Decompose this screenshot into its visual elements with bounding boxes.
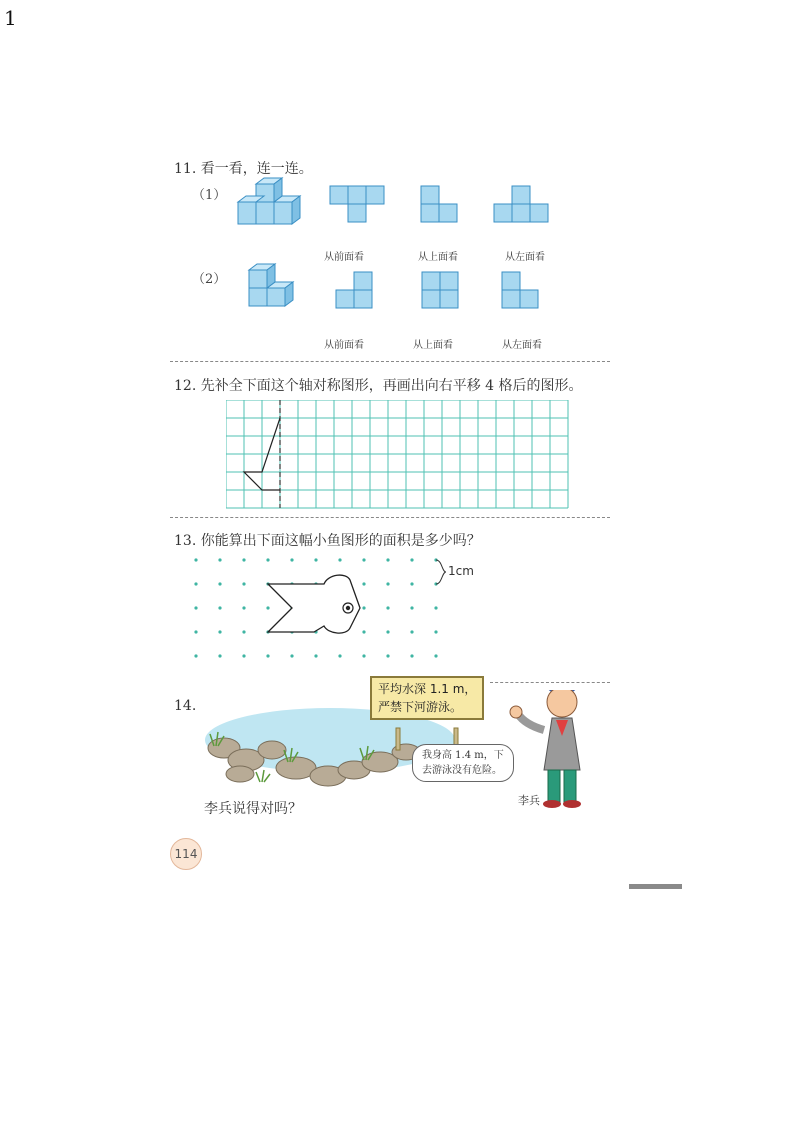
q11-view1-caption-top: 从上面看 bbox=[418, 252, 458, 263]
bubble-line-2: 去游泳没有危险。 bbox=[422, 765, 502, 776]
grid-dot bbox=[362, 558, 365, 561]
grid-dot bbox=[218, 606, 221, 609]
sign-line-1: 平均水深 1.1 m， bbox=[378, 682, 477, 696]
unit-brace-icon bbox=[436, 560, 446, 584]
grid-dot bbox=[218, 654, 221, 657]
grid-dot bbox=[218, 630, 221, 633]
q11-view1-top bbox=[421, 186, 457, 222]
grid-dot bbox=[266, 558, 269, 561]
grid-dot bbox=[434, 630, 437, 633]
grid-dot bbox=[218, 582, 221, 585]
grid-dot bbox=[194, 606, 197, 609]
grid-dot bbox=[218, 558, 221, 561]
grid-dot bbox=[386, 630, 389, 633]
grid-dot bbox=[338, 558, 341, 561]
q11-cube-stack-2 bbox=[249, 264, 293, 306]
grid-dot bbox=[314, 654, 317, 657]
grid-dot bbox=[362, 582, 365, 585]
grid-dot bbox=[362, 606, 365, 609]
q11-view2-left bbox=[502, 272, 538, 308]
q12-title: 12. 先补全下面这个轴对称图形，再画出向右平移 4 格后的图形。 bbox=[174, 378, 583, 394]
grid-dot bbox=[314, 558, 317, 561]
q11-view2-caption-left: 从左面看 bbox=[502, 340, 542, 351]
grid-dot bbox=[242, 606, 245, 609]
q11-view2-front bbox=[336, 272, 372, 308]
q11-view2-top bbox=[422, 272, 458, 308]
grid-dot bbox=[242, 654, 245, 657]
grid-dot bbox=[362, 630, 365, 633]
q11-view1-caption-left: 从左面看 bbox=[505, 252, 545, 263]
grid-dot bbox=[242, 630, 245, 633]
divider-3 bbox=[490, 682, 610, 683]
speech-bubble bbox=[412, 744, 514, 782]
divider-1 bbox=[170, 361, 610, 362]
grid-dot bbox=[410, 654, 413, 657]
q13-dot-grid bbox=[190, 552, 470, 662]
q14-number: 14. bbox=[174, 698, 197, 714]
boy-name-label: 李兵 bbox=[518, 794, 540, 807]
boy-figure bbox=[510, 690, 581, 808]
q11-part2-label: （2） bbox=[192, 272, 227, 287]
q13-unit-label: 1cm bbox=[448, 564, 474, 578]
grid-dot bbox=[266, 654, 269, 657]
grid-dot bbox=[338, 654, 341, 657]
q12-grid bbox=[226, 400, 570, 510]
grid-dot bbox=[410, 582, 413, 585]
q11-view1-caption-front: 从前面看 bbox=[324, 252, 364, 263]
q11-view1-front bbox=[330, 186, 384, 222]
q11-view2-caption-top: 从上面看 bbox=[413, 340, 453, 351]
grid-dot bbox=[194, 654, 197, 657]
grid-dot bbox=[410, 558, 413, 561]
grid-dot bbox=[194, 558, 197, 561]
grid-dot bbox=[410, 630, 413, 633]
grid-dot bbox=[242, 558, 245, 561]
divider-2 bbox=[170, 517, 610, 518]
q11-view2-caption-front: 从前面看 bbox=[324, 340, 364, 351]
q11-cube-stack-1 bbox=[238, 178, 300, 224]
scan-edge-bar bbox=[629, 884, 682, 889]
warning-sign bbox=[370, 676, 484, 720]
bubble-line-1: 我身高 1.4 m，下 bbox=[422, 750, 504, 761]
grid-dot bbox=[386, 606, 389, 609]
q13-title: 13. 你能算出下面这幅小鱼图形的面积是多少吗？ bbox=[174, 533, 481, 549]
q11-title: 11. 看一看，连一连。 bbox=[174, 161, 313, 177]
grid-dot bbox=[290, 654, 293, 657]
grid-dot bbox=[434, 606, 437, 609]
grid-dot bbox=[290, 558, 293, 561]
grid-dot bbox=[194, 582, 197, 585]
page-number-badge: 114 bbox=[170, 838, 202, 870]
grid-dot bbox=[386, 558, 389, 561]
grid-dot bbox=[266, 606, 269, 609]
q11-part1-label: （1） bbox=[192, 188, 227, 203]
q11-view1-left bbox=[494, 186, 548, 222]
q11-figures bbox=[0, 0, 800, 360]
grid-dot bbox=[362, 654, 365, 657]
q14-question: 李兵说得对吗？ bbox=[204, 801, 302, 817]
sign-line-2: 严禁下河游泳。 bbox=[378, 700, 463, 714]
corner-mark: 1 bbox=[4, 6, 17, 30]
sign-post-left bbox=[396, 728, 400, 750]
grid-dot bbox=[386, 582, 389, 585]
grid-dot bbox=[194, 630, 197, 633]
grid-dot bbox=[434, 654, 437, 657]
grid-dot bbox=[386, 654, 389, 657]
grid-dot bbox=[242, 582, 245, 585]
grid-dot bbox=[410, 606, 413, 609]
